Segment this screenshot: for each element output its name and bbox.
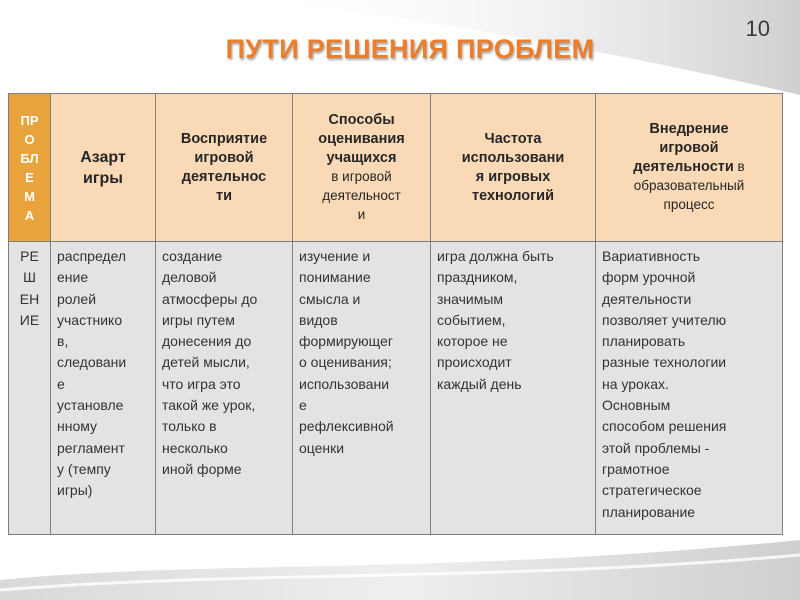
solution-game-excitement: распредел ение ролей участнико в, следовани е установле нному регламент у (темпу игры) <box>51 242 156 535</box>
solution-row <box>9 242 783 535</box>
header-assessment-methods <box>293 94 431 242</box>
header-problem-cell: ПР О БЛ Е М А <box>9 94 51 242</box>
header-implementation-normal: в образовательный процесс <box>633 159 745 212</box>
slide-title: ПУТИ РЕШЕНИЯ ПРОБЛЕМ <box>225 34 595 64</box>
solution-implementation: Вариативность форм урочной деятельности позволяет учителю планировать разные технологии на уроках. Основным способом решения этой проблемы - грамотное стратегическое планирование <box>596 242 783 535</box>
header-game-excitement: Азарт игры <box>51 94 156 242</box>
header-assessment-bold: Способы оценивания учащихся <box>318 111 405 166</box>
bottom-swoosh-decoration <box>0 520 800 600</box>
solution-frequency: игра должна быть праздником, значимым событием, которое не происходит каждый день <box>431 242 596 535</box>
header-perception: Восприятие игровой деятельнос ти <box>156 94 293 242</box>
header-frequency: Частота использовани я игровых технологий <box>431 94 596 242</box>
slide-number: 10 <box>745 16 770 41</box>
solution-label-cell: РЕ Ш ЕН ИЕ <box>9 242 51 535</box>
header-implementation-bold: Внедрение игровой деятельности <box>633 121 734 175</box>
header-row <box>9 94 783 242</box>
solutions-table <box>8 93 783 535</box>
header-implementation <box>596 94 783 242</box>
solution-perception: создание деловой атмосферы до игры путем донесения до детей мысли, что игра это такой же урок, только в несколько иной форме <box>156 242 293 535</box>
solution-assessment-methods: изучение и понимание смысла и видов формирующег о оценивания; использовани е рефлексивной оценки <box>293 242 431 535</box>
header-assessment-normal: в игровой деятельност и <box>322 168 401 222</box>
